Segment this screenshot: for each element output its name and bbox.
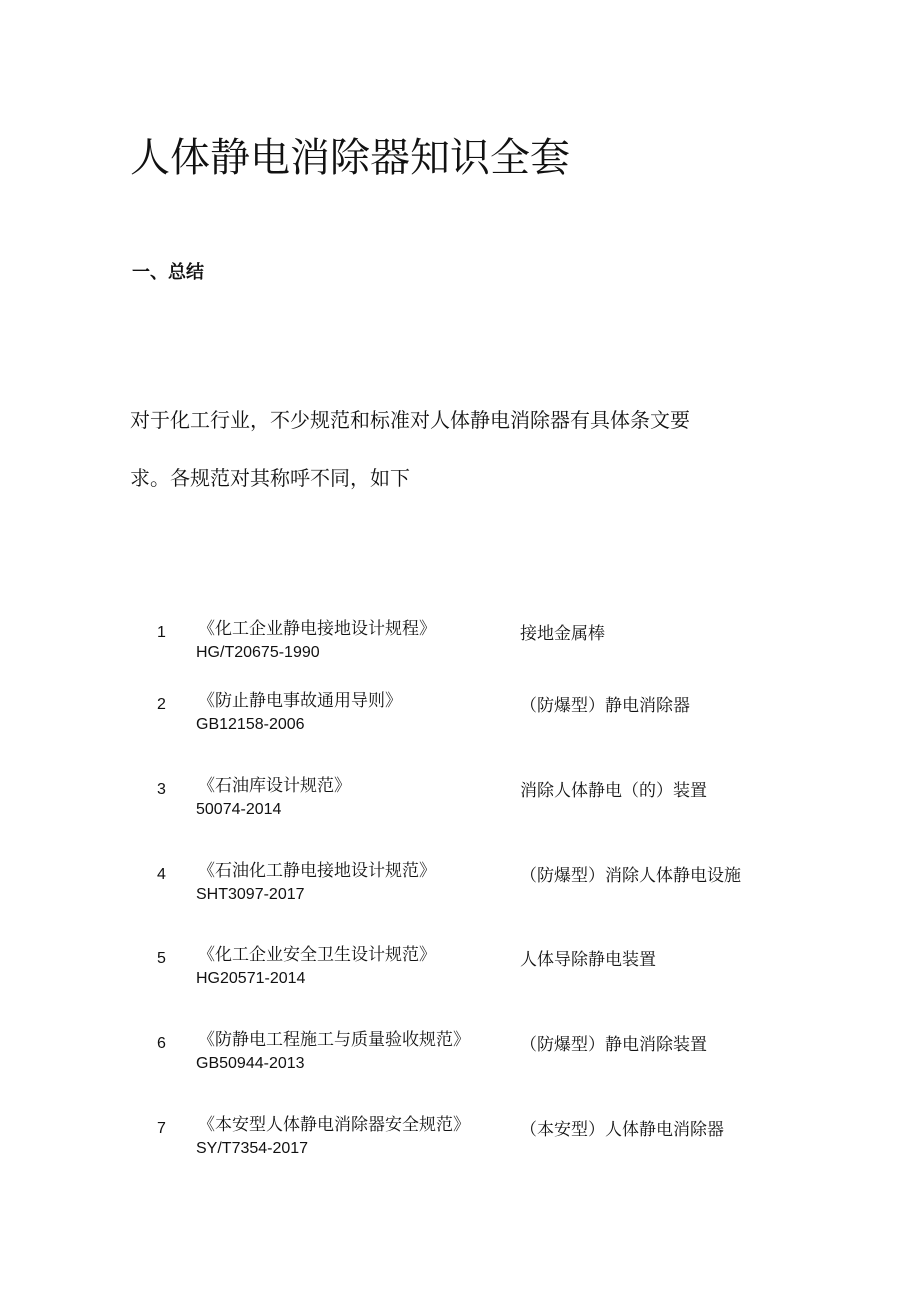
row-number: 3	[157, 781, 166, 798]
row-number: 4	[157, 866, 166, 883]
row-number: 6	[157, 1035, 166, 1052]
standard-code: GB50944-2013	[196, 1055, 305, 1072]
standard-name: 《石油库设计规范》	[198, 776, 351, 796]
standard-code: HG/T20675-1990	[196, 644, 320, 661]
table-row	[0, 691, 920, 766]
standard-name: 《化工企业静电接地设计规程》	[198, 619, 436, 639]
device-term: （本安型）人体静电消除器	[520, 1120, 724, 1140]
device-term: （防爆型）静电消除器	[520, 696, 690, 716]
row-number: 1	[157, 624, 166, 641]
document-title: 人体静电消除器知识全套	[130, 135, 570, 181]
table-row	[0, 1115, 920, 1190]
table-row	[0, 619, 920, 694]
device-term: （防爆型）消除人体静电设施	[520, 866, 741, 886]
standard-name: 《防静电工程施工与质量验收规范》	[198, 1030, 470, 1050]
table-row	[0, 776, 920, 851]
standard-name: 《化工企业安全卫生设计规范》	[198, 945, 436, 965]
standard-code: HG20571-2014	[196, 970, 306, 987]
standard-code: 50074-2014	[196, 801, 282, 818]
standard-code: SHT3097-2017	[196, 886, 305, 903]
table-row	[0, 1030, 920, 1105]
table-row	[0, 945, 920, 1020]
standard-name: 《石油化工静电接地设计规范》	[198, 861, 436, 881]
standard-code: SY/T7354-2017	[196, 1140, 309, 1157]
device-term: 消除人体静电（的）装置	[520, 781, 707, 801]
paragraph-line-1: 对于化工行业，不少规范和标准对人体静电消除器有具体条文要	[130, 408, 690, 432]
device-term: （防爆型）静电消除装置	[520, 1035, 707, 1055]
device-term: 接地金属棒	[520, 624, 605, 644]
table-row	[0, 861, 920, 936]
row-number: 5	[157, 950, 166, 967]
row-number: 2	[157, 696, 166, 713]
standard-code: GB12158-2006	[196, 716, 305, 733]
section-heading: 一、总结	[132, 262, 204, 283]
device-term: 人体导除静电装置	[520, 950, 656, 970]
paragraph-line-2: 求。各规范对其称呼不同，如下	[130, 466, 410, 490]
row-number: 7	[157, 1120, 166, 1137]
standard-name: 《本安型人体静电消除器安全规范》	[198, 1115, 470, 1135]
standard-name: 《防止静电事故通用导则》	[198, 691, 402, 711]
